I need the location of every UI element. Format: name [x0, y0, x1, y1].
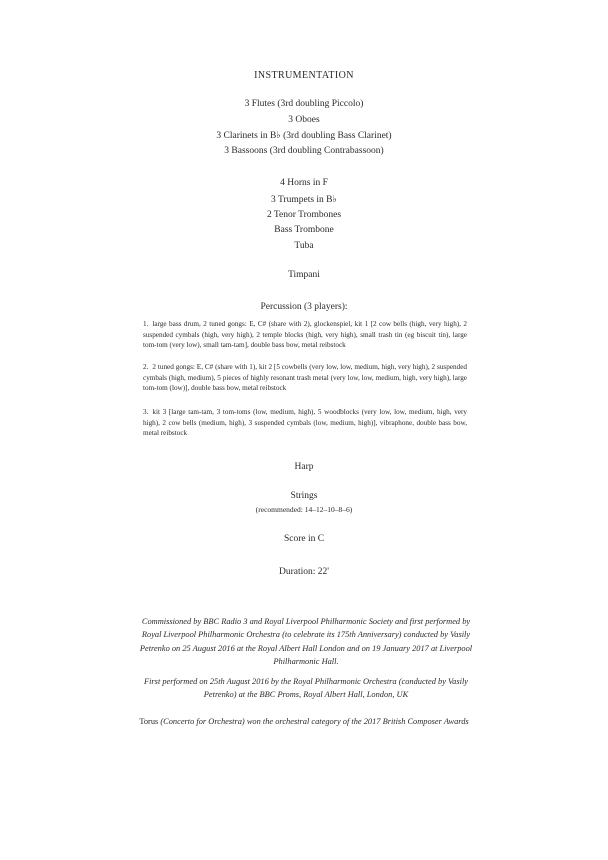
instrument-tuba: Tuba — [294, 241, 314, 251]
instrument-harp: Harp — [294, 462, 314, 472]
award-text: won the orchestral category of the 2017 British Composer Awards — [246, 717, 469, 726]
percussion-player-text: large bass drum, 2 tuned gongs: E, C# (share with 2), glockenspiel, kit 1 [2 cow bells (high, very high), 2 suspended cymbals (high, very high), 2 temple blocks (high, very high), small trash tin (eg biscuit tin), large tom-tom (very low), small tam-tam], double bass bow, metal reibstock — [143, 320, 467, 350]
instrument-strings: Strings — [290, 491, 318, 501]
percussion-heading: Percussion (3 players): — [260, 302, 348, 312]
instrument-tenor-trombones: 2 Tenor Trombones — [266, 210, 342, 220]
strings-recommended: (recommended: 14–12–10–8–6) — [255, 505, 353, 514]
instrument-clarinets: 3 Clarinets in B♭ (3rd doubling Bass Clarinet) — [216, 131, 392, 141]
award-work-title: Torus — [139, 717, 159, 726]
instrument-oboes: 3 Oboes — [288, 115, 320, 125]
instrument-trumpets: 3 Trumpets in B♭ — [271, 195, 337, 205]
premiere-note: First performed on 25th August 2016 by the Royal Philharmonic Orchestra (conducted by Vasily Petrenko) at the BBC Proms, Royal Albert Hall, London, UK — [143, 677, 469, 700]
commission-note: Commissioned by BBC Radio 3 and Royal Liverpool Philharmonic Society and first performed by Royal Liverpool Philharmonic Orchestra (to celebrate its 175th Anniversary) conducted by Vasily Petrenko on 25 August 2016 at the Royal Albert Hall London and on 19 January 2017 at Liverpool Philharmonic Hall. — [139, 617, 473, 667]
percussion-player-number: 3. — [143, 408, 149, 416]
percussion-player-3 — [143, 407, 467, 439]
instrument-timpani: Timpani — [288, 270, 320, 280]
instrument-bass-trombone: Bass Trombone — [274, 225, 334, 235]
percussion-player-number: 1. — [143, 320, 149, 328]
score-key: Score in C — [283, 534, 325, 544]
percussion-player-number: 2. — [143, 363, 149, 371]
instrument-horns: 4 Horns in F — [280, 178, 328, 188]
percussion-player-text: 2 tuned gongs: E, C# (share with 1), kit 2 [5 cowbells (very low, low, medium, high, very high), 2 suspended cymbals (high, medium), 5 pieces of highly resonant trash metal (very low, low, medium, high, very high), large tom-tom (low)], double bass bow, metal reibstock — [143, 363, 467, 393]
instrument-flutes: 3 Flutes (3rd doubling Piccolo) — [244, 99, 364, 109]
page-title: INSTRUMENTATION — [254, 70, 354, 81]
percussion-player-2 — [143, 362, 467, 394]
award-note — [100, 716, 508, 728]
award-work-subtitle: (Concerto for Orchestra) — [160, 717, 245, 726]
percussion-player-1 — [143, 319, 467, 351]
duration: Duration: 22' — [279, 567, 329, 577]
instrument-bassoons: 3 Bassoons (3rd doubling Contrabassoon) — [224, 146, 384, 156]
percussion-player-text: kit 3 [large tam-tam, 3 tom-toms (low, medium, high), 5 woodblocks (very low, low, medium, high, very high), 2 cow bells (medium, high), 3 suspended cymbals (low, medium, high)], vibraphone, double bass bow, metal reibstock — [143, 408, 467, 438]
